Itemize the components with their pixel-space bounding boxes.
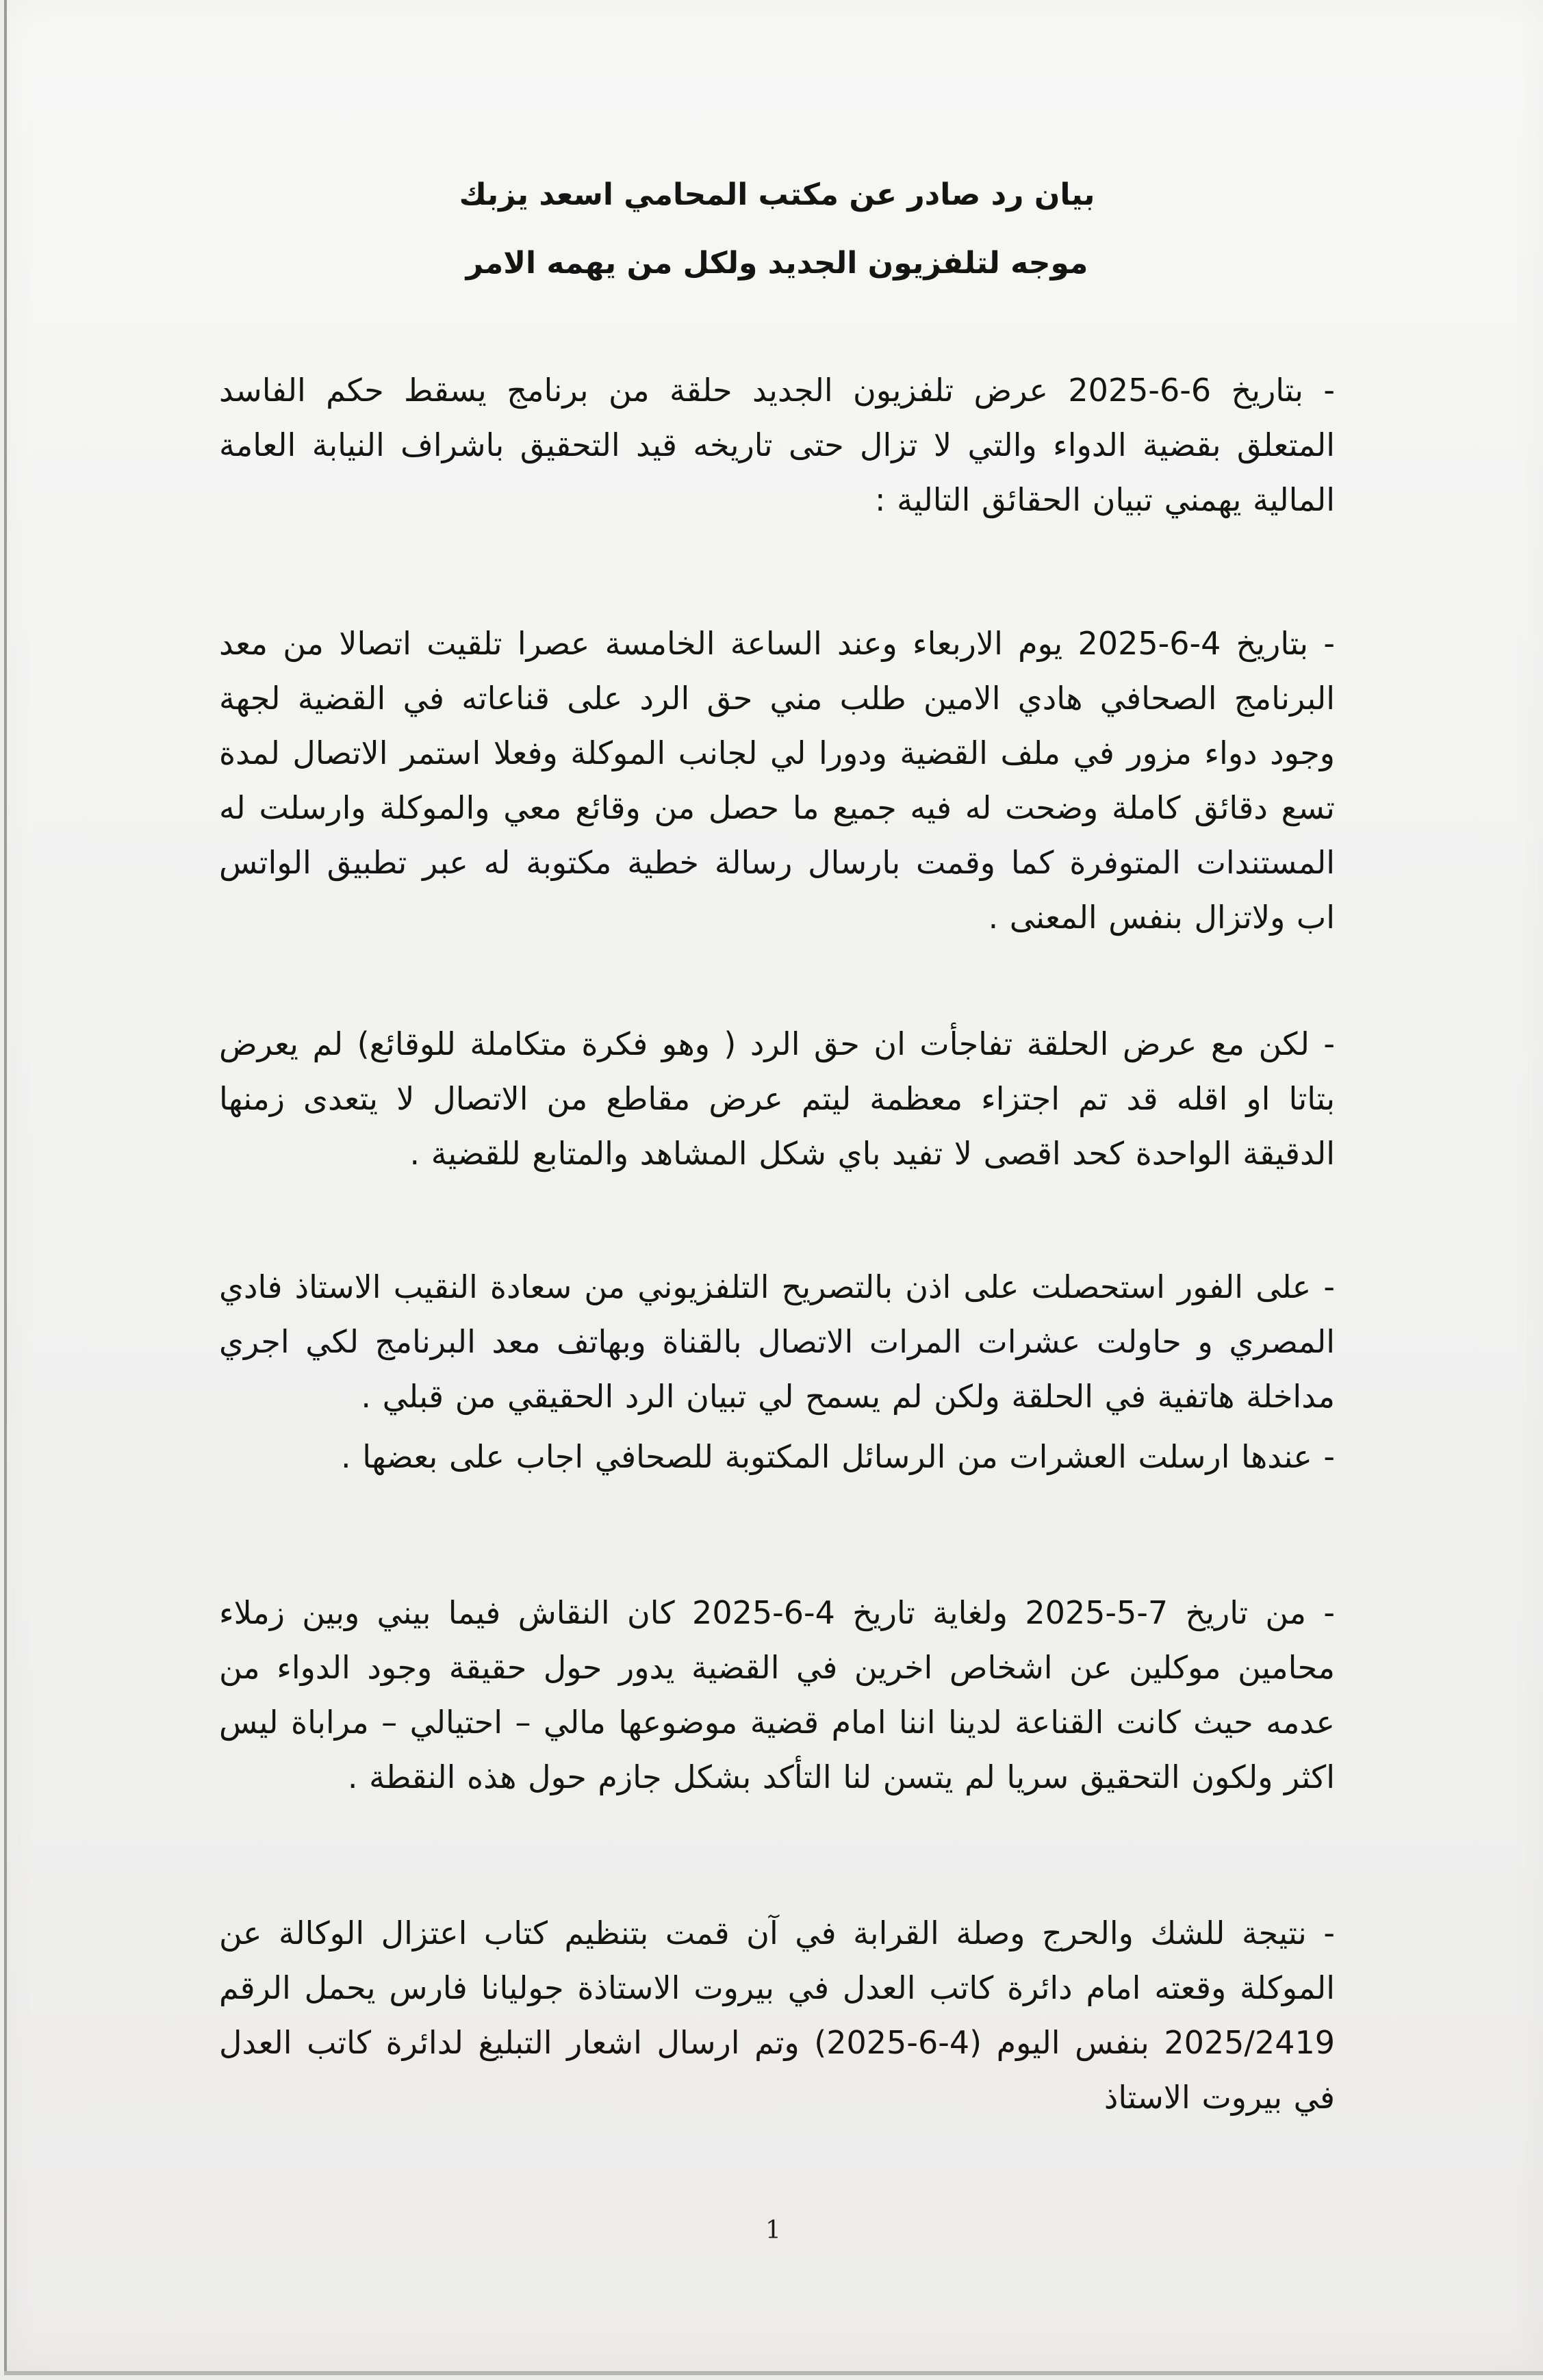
paper-edge-bottom [4, 2371, 1543, 2375]
paragraph-withdrawal: - نتيجة للشك والحرج وصلة القرابة في آن قمت بتنظيم كتاب اعتزال الوكالة عن الموكلة وقعته امام دائرة كاتب العدل في بيروت الاستاذة جوليانا فارس يحمل الرقم 2025/2419 بنفس اليوم (4-6-2025) وتم ارسال اشعار التبليغ لدائرة كاتب العدل في بيروت الاستاذ [219, 1915, 1335, 2116]
paragraph-episode-cut: - لكن مع عرض الحلقة تفاجأت ان حق الرد ( وهو فكرة متكاملة للوقائع) لم يعرض بتاتا او اقله قد تم اجتزاء معظمة ليتم عرض مقاطع من الاتصال لا يتعدى زمنها الدقيقة الواحدة كحد اقصى لا تفيد باي شكل المشاهد والمتابع للقضية . [219, 1025, 1335, 1172]
paragraph-phone-call: - بتاريخ 4-6-2025 يوم الاربعاء وعند الساعة الخامسة عصرا تلقيت اتصالا من معد البرنامج الصحافي هادي الامين طلب مني حق الرد على قناعاته في القضية لجهة وجود دواء مزور في ملف القضية ودورا لي لجانب الموكلة وفعلا استمر الاتصال لمدة تسع دقائق كاملة وضحت له فيه جميع ما حصل من وقائع معي والموكلة وارسلت له المستندات المتوفرة كما وقمت بارسال رسالة خطية مكتوبة له عبر تطبيق الواتس اب ولاتزال بنفس المعنى . [219, 625, 1335, 936]
document-addressee: موجه لتلفزيون الجديد ولكل من يهمه الامر [466, 246, 1088, 281]
paper-edge-left [4, 0, 7, 2375]
paragraph-discussion-period: - من تاريخ 7-5-2025 ولغاية تاريخ 4-6-2025 كان النقاش فيما بيني وبين زملاء محامين موكلين عن اشخاص اخرين في القضية يدور حول حقيقة وجود الدواء من عدمه حيث كانت القناعة لدينا اننا امام قضية موضوعها مالي – احتيالي – مراباة ليس اكثر ولكون التحقيق سريا لم يتسن لنا التأكد بشكل جازم حول هذه النقطة . [219, 1594, 1335, 1795]
paragraph-permission-attempts: - على الفور استحصلت على اذن بالتصريح التلفزيوني من سعادة النقيب الاستاذ فادي المصري و حاولت عشرات المرات الاتصال بالقناة وبهاتف معد البرنامج لكي اجري مداخلة هاتفية في الحلقة ولكن لم يسمح لي تبيان الرد الحقيقي من قبلي . [219, 1268, 1335, 1415]
paragraph-written-messages: - عندها ارسلت العشرات من الرسائل المكتوبة للصحافي اجاب على بعضها . [341, 1438, 1335, 1475]
page-number: 1 [765, 2216, 781, 2244]
document-title: بيان رد صادر عن مكتب المحامي اسعد يزبك [459, 177, 1095, 212]
paragraph-broadcast-date: - بتاريخ 6-6-2025 عرض تلفزيون الجديد حلقة من برنامج يسقط حكم الفاسد المتعلق بقضية الدواء والتي لا تزال حتى تاريخه قيد التحقيق باشراف النيابة العامة المالية يهمني تبيان الحقائق التالية : [219, 372, 1335, 518]
document-body [219, 175, 1335, 2125]
